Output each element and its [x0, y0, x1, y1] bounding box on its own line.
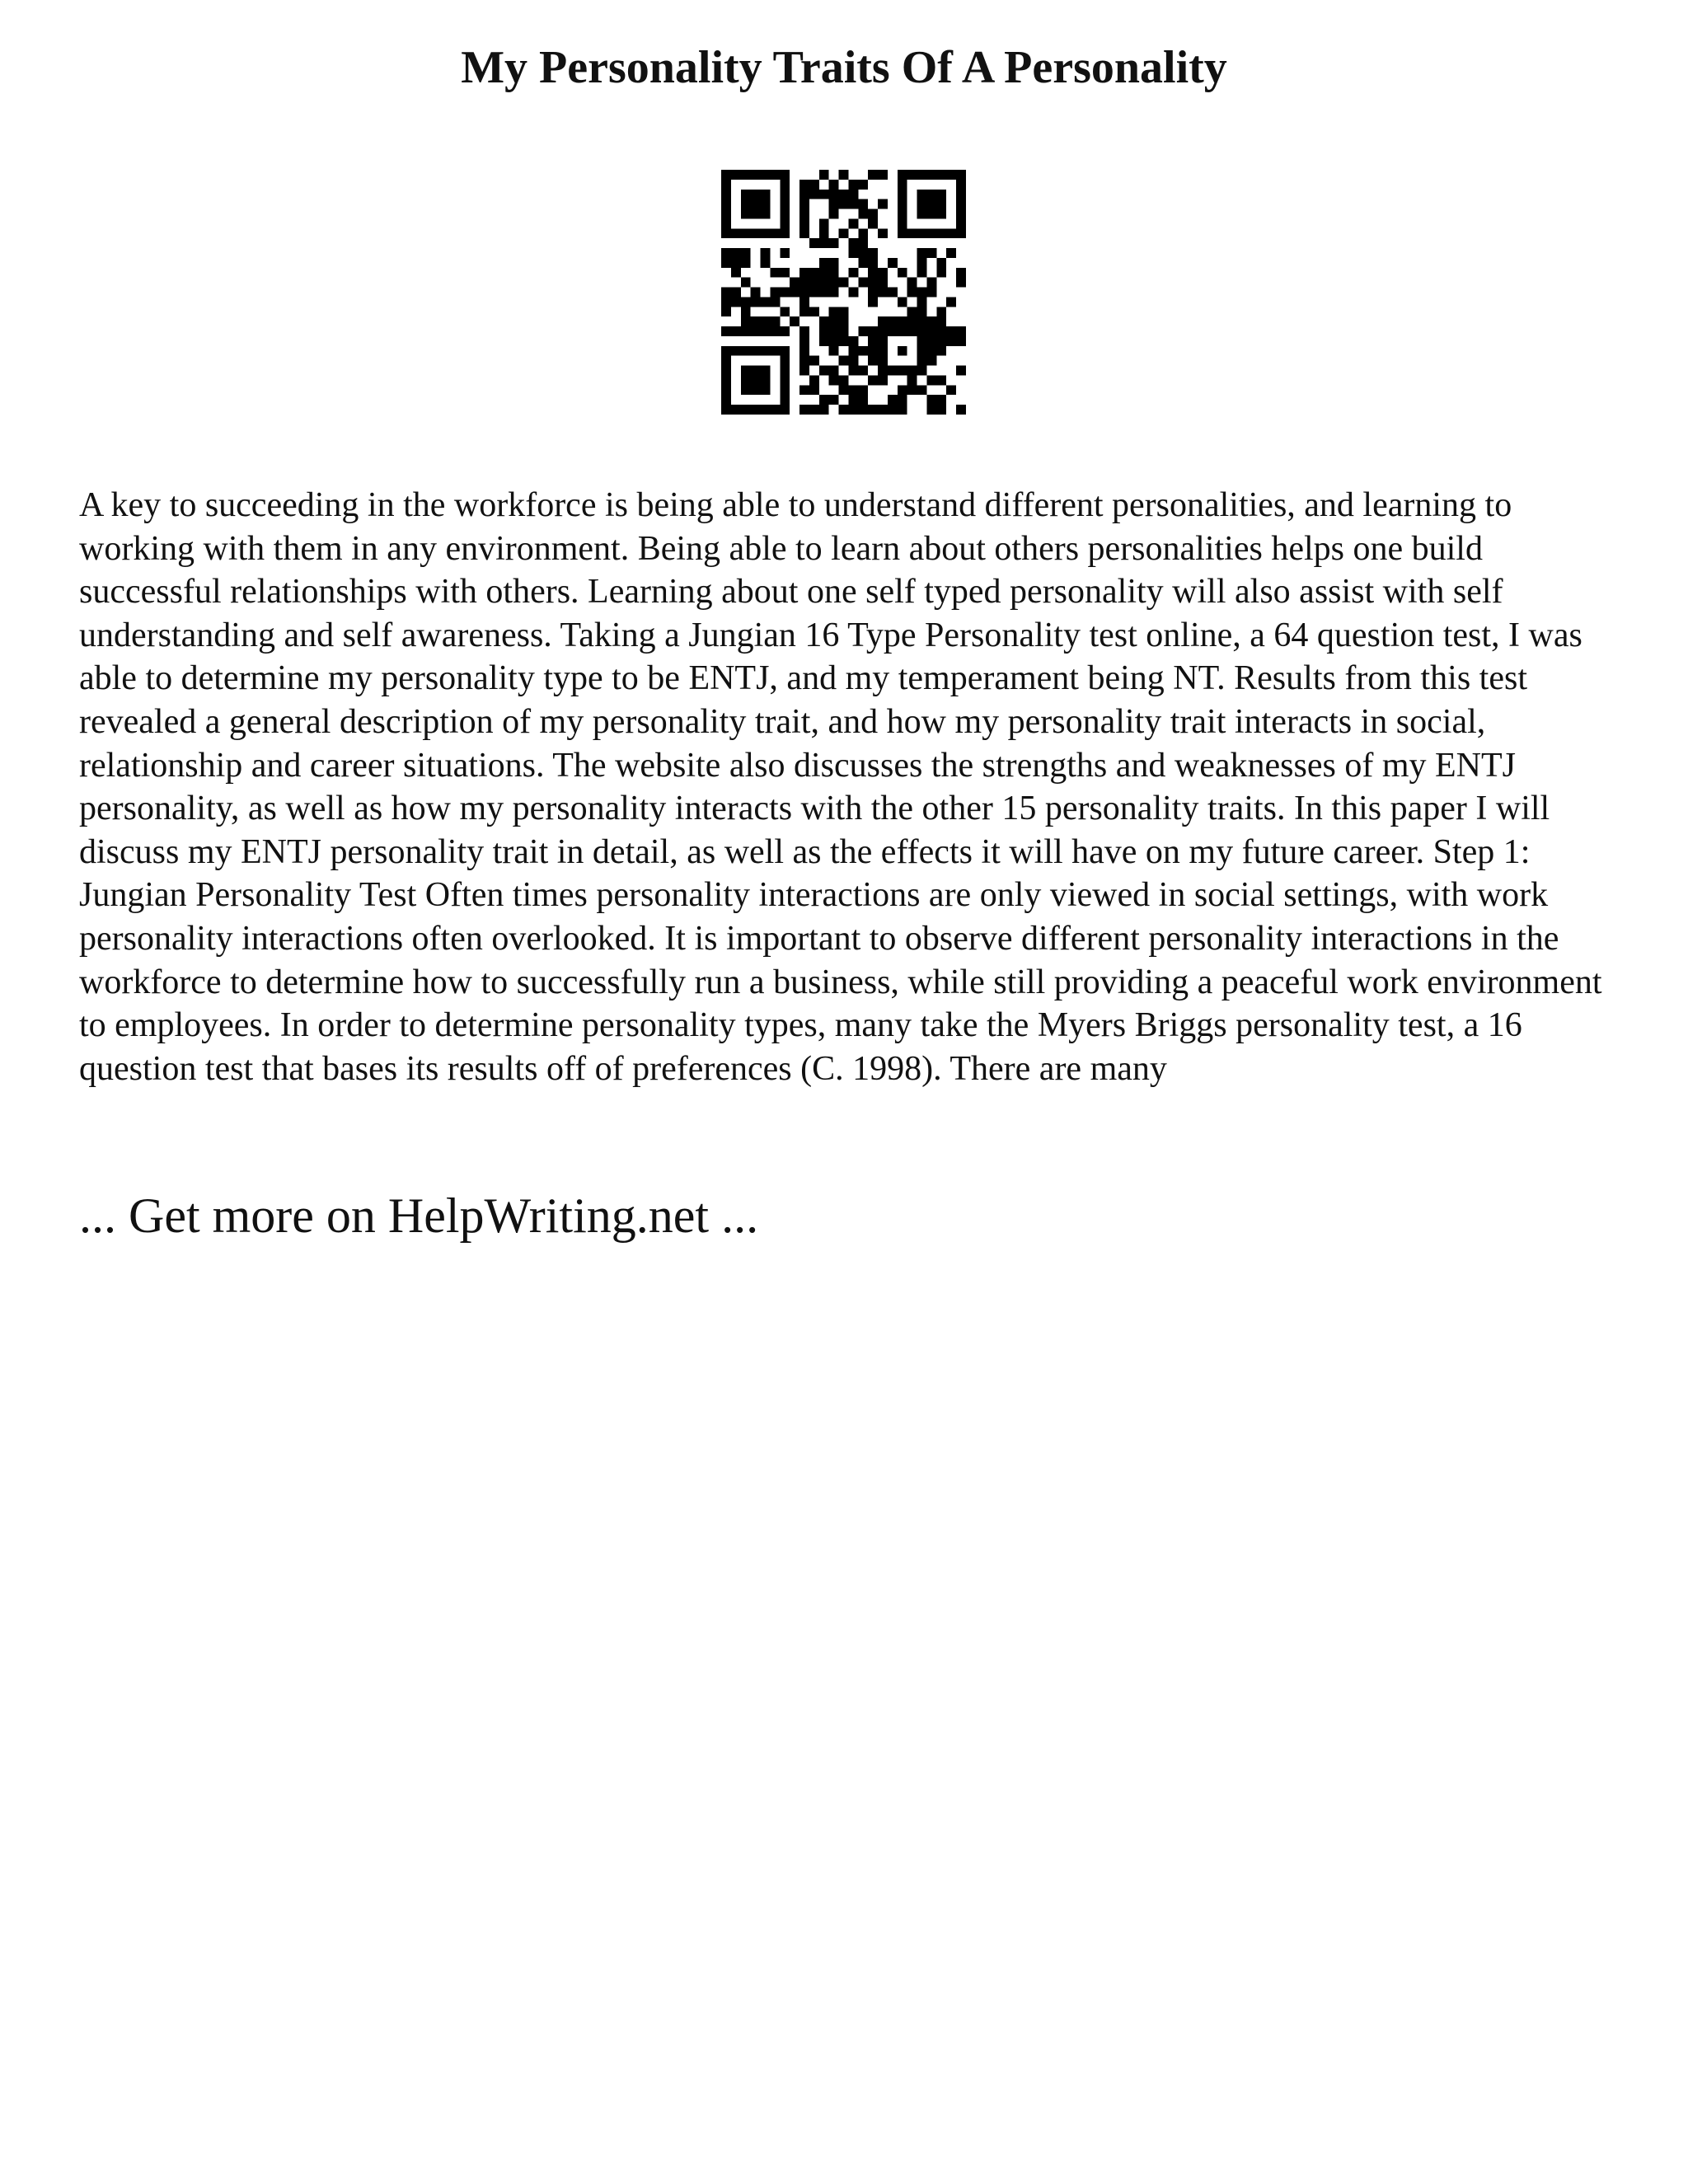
get-more-link[interactable]: ... Get more on HelpWriting.net ...: [79, 1188, 759, 1243]
qr-code-icon: [721, 170, 966, 415]
page-title: My Personality Traits Of A Personality: [461, 42, 1227, 93]
body-paragraph: A key to succeeding in the workforce is being able to understand different personalities, and learning to working with them in any environment. Being able to learn about others personalities helps one build successful relationships with others. Learning about one self typed personality will also assist with self understanding and self awareness. Taking a Jungian 16 Type Personality test online, a 64 question test, I was able to determine my personality type to be ENTJ, and my temperament being NT. Results from this test revealed a general description of my personality trait, and how my personality trait interacts in social, relationship and career situations. The website also discusses the strengths and weaknesses of my ENTJ personality, as well as how my personality interacts with the other 15 personality traits. In this paper I will discuss my ENTJ personality trait in detail, as well as the effects it will have on my future career. Step 1: Jungian Personality Test Often times personality interactions are only viewed in social settings, with work personality interactions often overlooked. It is important to observe different personality interactions in the workforce to determine how to successfully run a business, while still providing a peaceful work environment to employees. In order to determine personality types, many take the Myers Briggs personality test, a 16 question test that bases its results off of preferences (C. 1998). There are many: [79, 486, 1602, 1088]
